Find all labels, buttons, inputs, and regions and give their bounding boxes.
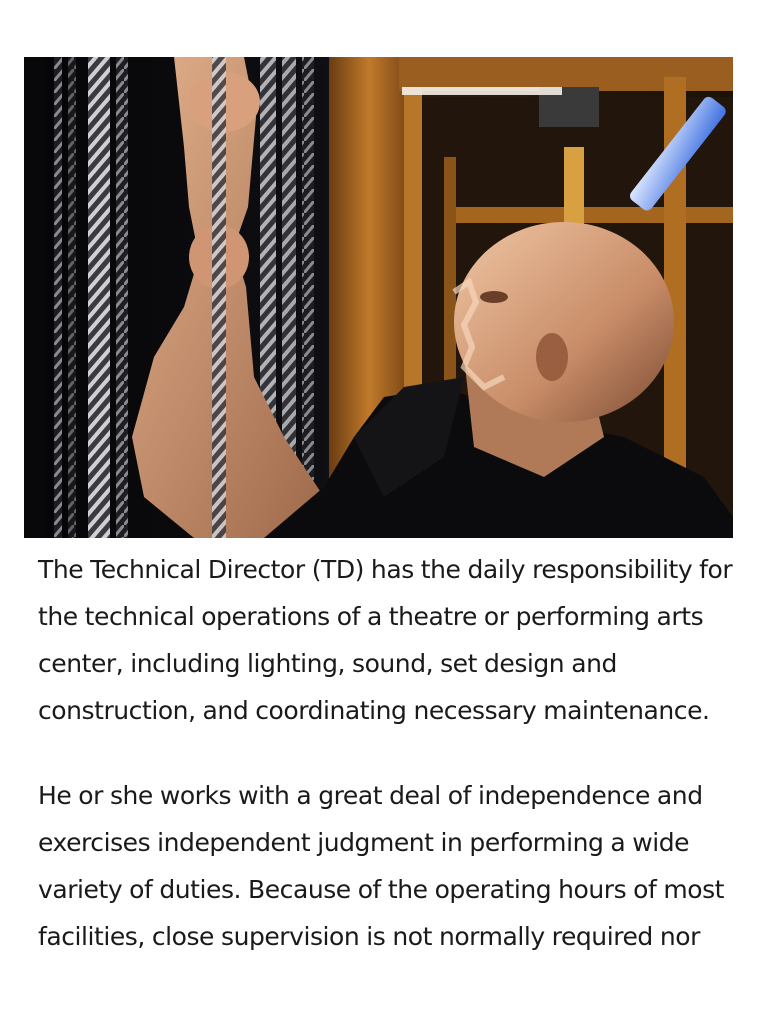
article-body bbox=[38, 546, 750, 960]
article-paragraph-2: He or she works with a great deal of independence and exercises independent judgment in performing a wide variety of duties. Because of the operating hours of most facilities, close supervision is not normally required nor bbox=[38, 781, 725, 951]
article-paragraph-1: The Technical Director (TD) has the daily responsibility for the technical operations of a theatre or performing arts center, including lighting, sound, set design and construction, and coordinating necessary maintenance. bbox=[38, 555, 733, 725]
technical-director-photo-icon bbox=[24, 57, 733, 538]
hero-photo bbox=[24, 57, 733, 538]
